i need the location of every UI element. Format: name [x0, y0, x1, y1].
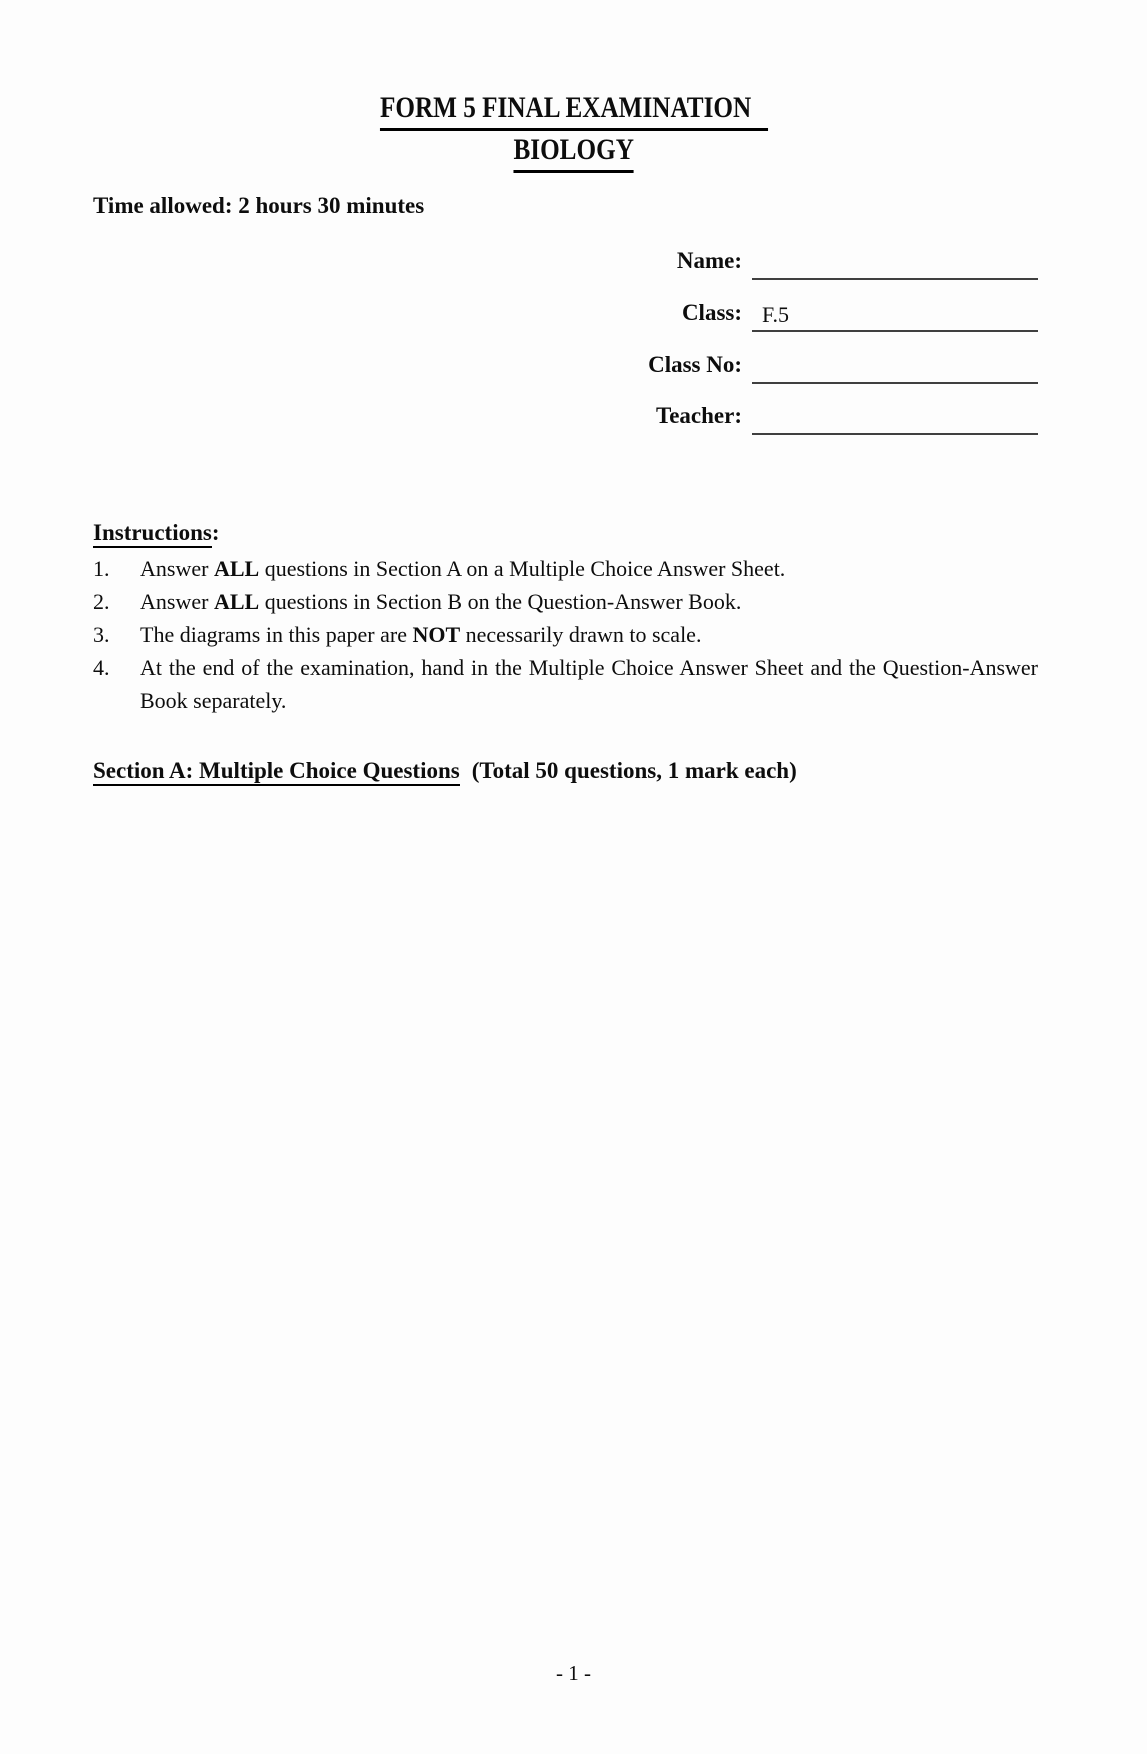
- instruction-item-3: [93, 618, 1038, 651]
- instructions-heading: [93, 520, 220, 546]
- name-field-blank[interactable]: [752, 248, 1038, 280]
- field-row-class: [0, 300, 1147, 336]
- class-label: Class:: [681, 300, 742, 325]
- class-no-label: Class No:: [648, 352, 742, 377]
- time-allowed-text: Time allowed: 2 hours 30 minutes: [93, 193, 425, 218]
- bold-keyword: NOT: [412, 622, 461, 647]
- text-segment: Answer: [140, 556, 214, 581]
- instruction-item-1: [93, 552, 1038, 585]
- name-label: Name:: [676, 248, 742, 273]
- section-a-title: Section A: Multiple Choice Questions: [93, 758, 460, 786]
- instruction-item-4-number: 4.: [93, 655, 110, 680]
- text-segment: necessarily drawn to scale.: [460, 622, 702, 647]
- instruction-item-2-number: 2.: [93, 589, 110, 614]
- class-no-field-blank[interactable]: [752, 352, 1038, 384]
- instruction-item-2-text: [140, 585, 1038, 618]
- section-a-heading: [93, 758, 797, 784]
- field-row-name: [0, 248, 1147, 284]
- instruction-item-3-number: 3.: [93, 622, 110, 647]
- teacher-label: Teacher:: [655, 403, 742, 428]
- field-row-class-no: [0, 352, 1147, 388]
- text-segment: questions in Section B on the Question-Answer Book.: [259, 589, 742, 614]
- instruction-item-2: [93, 585, 1038, 618]
- instruction-item-1-text: [140, 552, 1038, 585]
- instruction-item-3-text: [140, 618, 1038, 651]
- text-segment: questions in Section A on a Multiple Choice Answer Sheet.: [259, 556, 786, 581]
- exam-title-line2-row: [0, 131, 1147, 173]
- bold-keyword: ALL: [213, 556, 260, 581]
- instruction-item-1-number: 1.: [93, 556, 110, 581]
- instruction-item-4-text: [140, 651, 1038, 717]
- section-a-total-info: (Total 50 questions, 1 mark each): [471, 758, 797, 783]
- teacher-field-blank[interactable]: [752, 403, 1038, 435]
- exam-title-line1-row: [0, 89, 1147, 131]
- page-number: - 1 -: [556, 1661, 591, 1685]
- exam-title-line2: BIOLOGY: [513, 131, 633, 173]
- text-segment: At the end of the examination, hand in the Multiple Choice Answer Sheet and the Question-Answer Book separately.: [140, 655, 1038, 713]
- class-field-blank[interactable]: [752, 300, 1038, 332]
- text-segment: Answer: [140, 589, 214, 614]
- instructions-heading-text: Instructions: [93, 520, 212, 548]
- instructions-heading-colon: :: [211, 520, 220, 545]
- instruction-item-4: [93, 651, 1038, 717]
- instructions-list: [93, 552, 1038, 717]
- text-segment: The diagrams in this paper are: [140, 622, 413, 647]
- class-field-value: F.5: [762, 302, 789, 327]
- exam-title-line1: FORM 5 FINAL EXAMINATION: [379, 89, 767, 131]
- bold-keyword: ALL: [213, 589, 260, 614]
- exam-title: [0, 89, 1147, 173]
- field-row-teacher: [0, 403, 1147, 439]
